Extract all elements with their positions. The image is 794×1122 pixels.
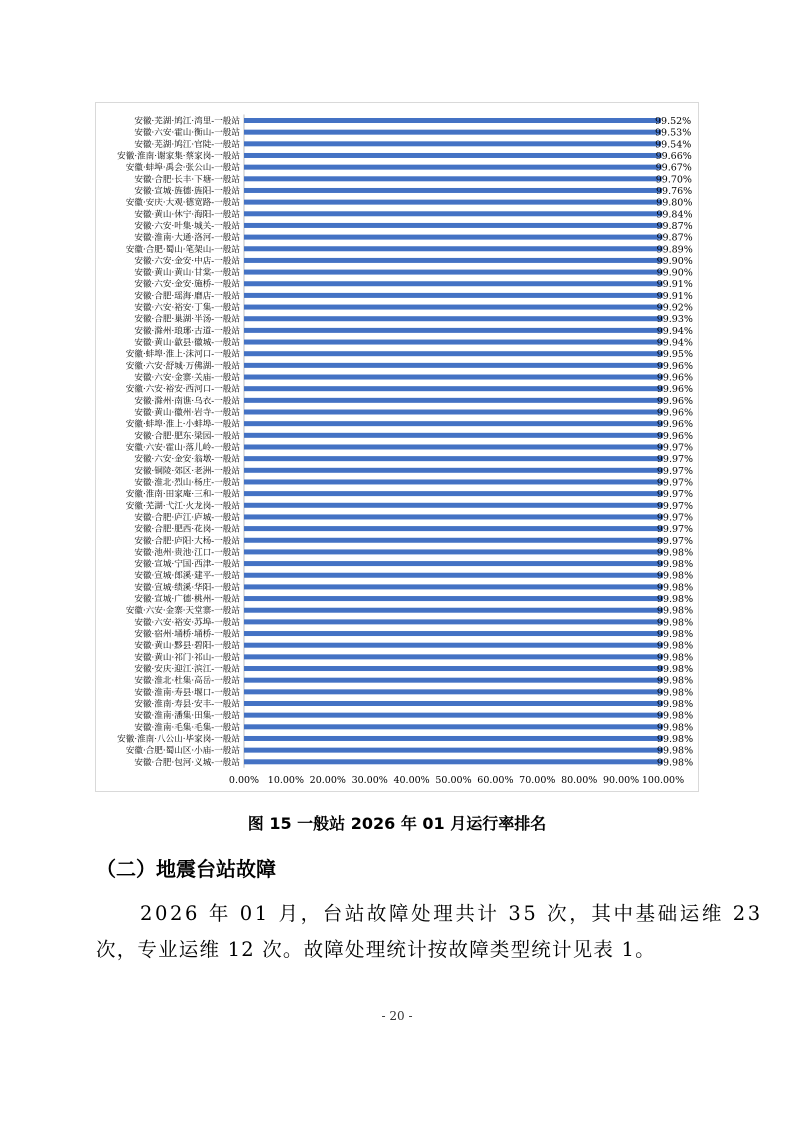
bar	[244, 689, 663, 694]
category-label: 安徽·六安·金寨·关庙-一般站	[134, 373, 240, 384]
data-label: 99.98%	[656, 617, 694, 629]
data-label: 99.96%	[656, 360, 694, 372]
category-label: 安徽·淮南·大通·洛河-一般站	[134, 233, 240, 244]
category-label: 安徽·淮南·毛集·毛集-一般站	[134, 722, 240, 733]
bar	[244, 258, 663, 263]
category-label: 安徽·六安·金安·翁墩-一般站	[134, 454, 240, 465]
category-label: 安徽·合肥·蜀山·笔架山-一般站	[125, 244, 240, 255]
data-label: 99.87%	[656, 220, 693, 232]
data-label: 99.87%	[656, 232, 693, 244]
category-label: 安徽·宣城·绩溪·华阳-一般站	[134, 582, 240, 593]
data-label: 99.91%	[656, 290, 693, 302]
bar	[244, 293, 663, 298]
x-tick-label: 10.00%	[267, 774, 305, 786]
category-label: 安徽·铜陵·郊区·老洲-一般站	[134, 466, 240, 477]
category-label: 安徽·黄山·徽州·岩寺-一般站	[134, 408, 240, 418]
data-label: 99.98%	[656, 629, 694, 641]
data-label: 99.92%	[656, 302, 693, 314]
category-label: 安徽·芜湖·鸠江·湾里-一般站	[134, 116, 240, 127]
bar	[244, 748, 663, 753]
data-label: 99.98%	[656, 699, 694, 710]
bar	[244, 444, 663, 449]
bar	[244, 514, 663, 519]
data-label: 99.98%	[656, 582, 694, 594]
category-label: 安徽·合肥·庐阳·大杨-一般站	[134, 536, 240, 547]
paragraph-line-1: 2026 年 01 月，台站故障处理共计 35 次，其中基础运维 23	[140, 902, 763, 925]
category-label: 安徽·六安·霍山·衡山-一般站	[134, 128, 240, 139]
bar	[244, 433, 663, 438]
category-label: 安徽·六安·裕安·丁集-一般站	[134, 303, 240, 314]
bar	[244, 118, 661, 123]
category-label: 安徽·滁州·南谯·乌衣-一般站	[134, 396, 240, 407]
bar	[244, 561, 663, 566]
bar	[244, 538, 663, 543]
bar	[244, 549, 663, 554]
category-label: 安徽·宿州·埇桥·埇桥-一般站	[134, 629, 240, 640]
bar	[244, 596, 663, 601]
data-label: 99.98%	[656, 733, 694, 745]
data-label: 99.89%	[656, 244, 693, 256]
category-label: 安徽·蚌埠·淮上·沫河口-一般站	[125, 349, 240, 360]
bar	[244, 713, 663, 718]
category-label: 安徽·宣城·广德·桃州-一般站	[134, 594, 240, 605]
bar	[244, 503, 663, 508]
bar	[244, 468, 663, 473]
category-label: 安徽·安庆·大观·德宽路-一般站	[125, 198, 240, 209]
section-heading: （二）地震台站故障	[96, 857, 276, 881]
data-label: 99.98%	[656, 652, 694, 664]
bar	[244, 608, 663, 613]
data-label: 99.84%	[656, 209, 693, 221]
category-label: 安徽·合肥·包河·义城-一般站	[134, 757, 240, 768]
x-tick-label: 0.00%	[228, 774, 260, 786]
category-label: 安徽·宣城·旌德·旌阳-一般站	[134, 186, 240, 197]
category-label: 安徽·池州·贵池·江口-一般站	[134, 547, 240, 558]
bar	[244, 200, 662, 205]
paragraph-line-2: 次，专业运维 12 次。故障处理统计按故障类型统计见表 1。	[96, 938, 656, 961]
data-label: 99.52%	[654, 116, 692, 127]
data-label: 99.70%	[655, 174, 692, 186]
bar	[244, 631, 663, 636]
category-label: 安徽·合肥·肥西·花岗-一般站	[134, 524, 240, 535]
category-label: 安徽·蚌埠·淮上·小蚌埠-一般站	[125, 419, 240, 430]
category-label: 安徽·淮南·谢家集·蔡家岗-一般站	[117, 151, 240, 162]
data-label: 99.94%	[656, 325, 693, 337]
data-label: 99.98%	[656, 570, 694, 582]
bar	[244, 643, 663, 648]
x-tick-label: 40.00%	[393, 774, 430, 786]
category-label: 安徽·六安·裕安·西河口-一般站	[125, 384, 240, 395]
category-label: 安徽·芜湖·弋江·火龙岗-一般站	[125, 501, 240, 512]
bar	[244, 211, 662, 216]
bar	[244, 479, 663, 484]
data-label: 99.93%	[656, 314, 693, 326]
figure-caption: 图 15 一般站 2026 年 01 月运行率排名	[247, 814, 547, 833]
data-label: 99.66%	[655, 150, 692, 162]
category-label: 安徽·合肥·长丰·下塘-一般站	[134, 174, 240, 185]
bar	[244, 736, 663, 741]
data-label: 99.96%	[656, 395, 694, 407]
category-label: 安徽·蚌埠·禹会·张公山-一般站	[125, 163, 240, 174]
category-label: 安徽·六安·舒城·万佛湖-一般站	[125, 361, 240, 372]
data-label: 99.98%	[656, 687, 694, 699]
page-number: - 20 -	[381, 1009, 413, 1023]
x-tick-label: 60.00%	[477, 774, 514, 786]
category-label: 安徽·黄山·歙县·徽城-一般站	[134, 338, 240, 349]
data-label: 99.96%	[656, 407, 694, 419]
data-label: 99.53%	[655, 127, 692, 139]
bar	[244, 375, 663, 380]
bar	[244, 759, 663, 764]
category-label: 安徽·芜湖·鸠江·官陡-一般站	[134, 139, 240, 150]
x-tick-label: 20.00%	[309, 774, 346, 786]
data-label: 99.97%	[656, 524, 694, 536]
category-label: 安徽·黄山·黟县·碧阳-一般站	[134, 641, 240, 652]
bar	[244, 246, 663, 251]
data-label: 99.97%	[656, 477, 694, 489]
data-label: 99.95%	[656, 349, 694, 361]
bar	[244, 328, 663, 333]
bar	[244, 130, 661, 135]
category-label: 安徽·六安·金寨·天堂寨-一般站	[125, 606, 240, 617]
chart-container	[95, 102, 699, 792]
data-label: 99.96%	[656, 372, 694, 384]
data-label: 99.98%	[656, 594, 694, 606]
category-label: 安徽·滁州·琅琊·古道-一般站	[134, 326, 240, 337]
category-label: 安徽·淮南·寿县·堰口-一般站	[134, 687, 240, 698]
data-label: 99.98%	[656, 757, 694, 769]
category-label: 安徽·六安·金安·施桥-一般站	[134, 279, 240, 290]
bar	[244, 351, 663, 356]
data-label: 99.96%	[656, 419, 694, 431]
bar	[244, 398, 663, 403]
bar	[244, 678, 663, 683]
bar	[244, 235, 662, 240]
data-label: 99.98%	[656, 722, 694, 734]
data-label: 99.98%	[656, 710, 694, 722]
bar	[244, 654, 663, 659]
bar	[244, 270, 663, 275]
bar	[244, 176, 662, 181]
category-label: 安徽·六安·金安·中店-一般站	[134, 256, 240, 267]
bar	[244, 491, 663, 496]
bar	[244, 456, 663, 461]
data-label: 99.97%	[656, 489, 694, 501]
bar	[244, 526, 663, 531]
category-label: 安徽·合肥·肥东·梁园-一般站	[134, 431, 240, 442]
category-label: 安徽·安庆·迎江·滨江-一般站	[134, 664, 240, 675]
data-label: 99.98%	[656, 547, 694, 559]
data-label: 99.96%	[656, 430, 694, 442]
data-label: 99.97%	[656, 454, 694, 466]
bar-chart	[96, 103, 700, 793]
data-label: 99.98%	[656, 664, 694, 676]
bar	[244, 188, 662, 193]
x-tick-label: 50.00%	[435, 774, 472, 786]
category-label: 安徽·黄山·黄山·甘棠-一般站	[134, 268, 240, 279]
data-label: 99.91%	[656, 279, 693, 291]
bar	[244, 165, 662, 170]
data-label: 99.97%	[656, 512, 694, 524]
category-label: 安徽·合肥·瑶海·磨店-一般站	[134, 291, 240, 302]
data-label: 99.97%	[656, 535, 694, 547]
x-tick-label: 70.00%	[519, 774, 556, 786]
category-label: 安徽·宣城·郎溪·建平-一般站	[134, 571, 240, 582]
data-label: 99.97%	[656, 465, 694, 477]
data-label: 99.97%	[656, 500, 694, 512]
category-label: 安徽·淮南·潘集·田集-一般站	[134, 711, 240, 722]
data-label: 99.90%	[656, 267, 693, 279]
bar	[244, 619, 663, 624]
data-label: 99.76%	[655, 185, 693, 197]
data-label: 99.98%	[656, 605, 694, 617]
category-label: 安徽·淮南·田家庵·三和-一般站	[125, 489, 240, 500]
bar	[244, 386, 663, 391]
data-label: 99.98%	[656, 559, 694, 571]
data-label: 99.94%	[656, 337, 693, 349]
data-label: 99.98%	[656, 640, 694, 652]
bar	[244, 701, 663, 706]
category-label: 安徽·六安·霍山·落儿岭-一般站	[125, 442, 240, 453]
category-label: 安徽·合肥·巢湖·半汤-一般站	[134, 314, 240, 325]
category-label: 安徽·六安·裕安·苏埠-一般站	[134, 617, 240, 628]
category-label: 安徽·合肥·蜀山区·小庙-一般站	[125, 746, 240, 757]
data-label: 99.96%	[656, 384, 694, 396]
bar	[244, 421, 663, 426]
data-label: 99.80%	[656, 197, 693, 209]
bar	[244, 223, 662, 228]
data-label: 99.67%	[655, 162, 692, 174]
bar	[244, 363, 663, 368]
bar	[244, 666, 663, 671]
bar	[244, 153, 662, 158]
bar	[244, 281, 663, 286]
category-label: 安徽·宣城·宁国·西津-一般站	[134, 559, 240, 570]
bar	[244, 340, 663, 345]
data-label: 99.54%	[655, 139, 692, 151]
bar	[244, 141, 661, 146]
data-label: 99.98%	[656, 745, 694, 757]
bar	[244, 584, 663, 589]
bar	[244, 305, 663, 310]
category-label: 安徽·六安·叶集·城关-一般站	[134, 221, 240, 232]
data-label: 99.90%	[656, 255, 693, 267]
x-tick-label: 100.00%	[641, 774, 685, 786]
category-label: 安徽·合肥·庐江·庐城-一般站	[134, 512, 240, 523]
category-label: 安徽·黄山·祁门·祁山-一般站	[134, 652, 240, 663]
x-tick-label: 80.00%	[561, 774, 598, 786]
bar	[244, 316, 663, 321]
category-label: 安徽·黄山·休宁·海阳-一般站	[134, 209, 240, 220]
category-label: 安徽·淮北·烈山·杨庄-一般站	[134, 477, 240, 488]
data-label: 99.97%	[656, 442, 694, 454]
category-label: 安徽·淮南·八公山·毕家岗-一般站	[117, 734, 240, 745]
x-tick-label: 30.00%	[351, 774, 388, 786]
bar	[244, 724, 663, 729]
bar	[244, 573, 663, 578]
x-tick-label: 90.00%	[602, 774, 640, 786]
category-label: 安徽·淮北·杜集·高岳-一般站	[134, 676, 240, 687]
category-label: 安徽·淮南·寿县·安丰-一般站	[134, 699, 240, 710]
bar	[244, 410, 663, 415]
data-label: 99.98%	[656, 675, 694, 687]
